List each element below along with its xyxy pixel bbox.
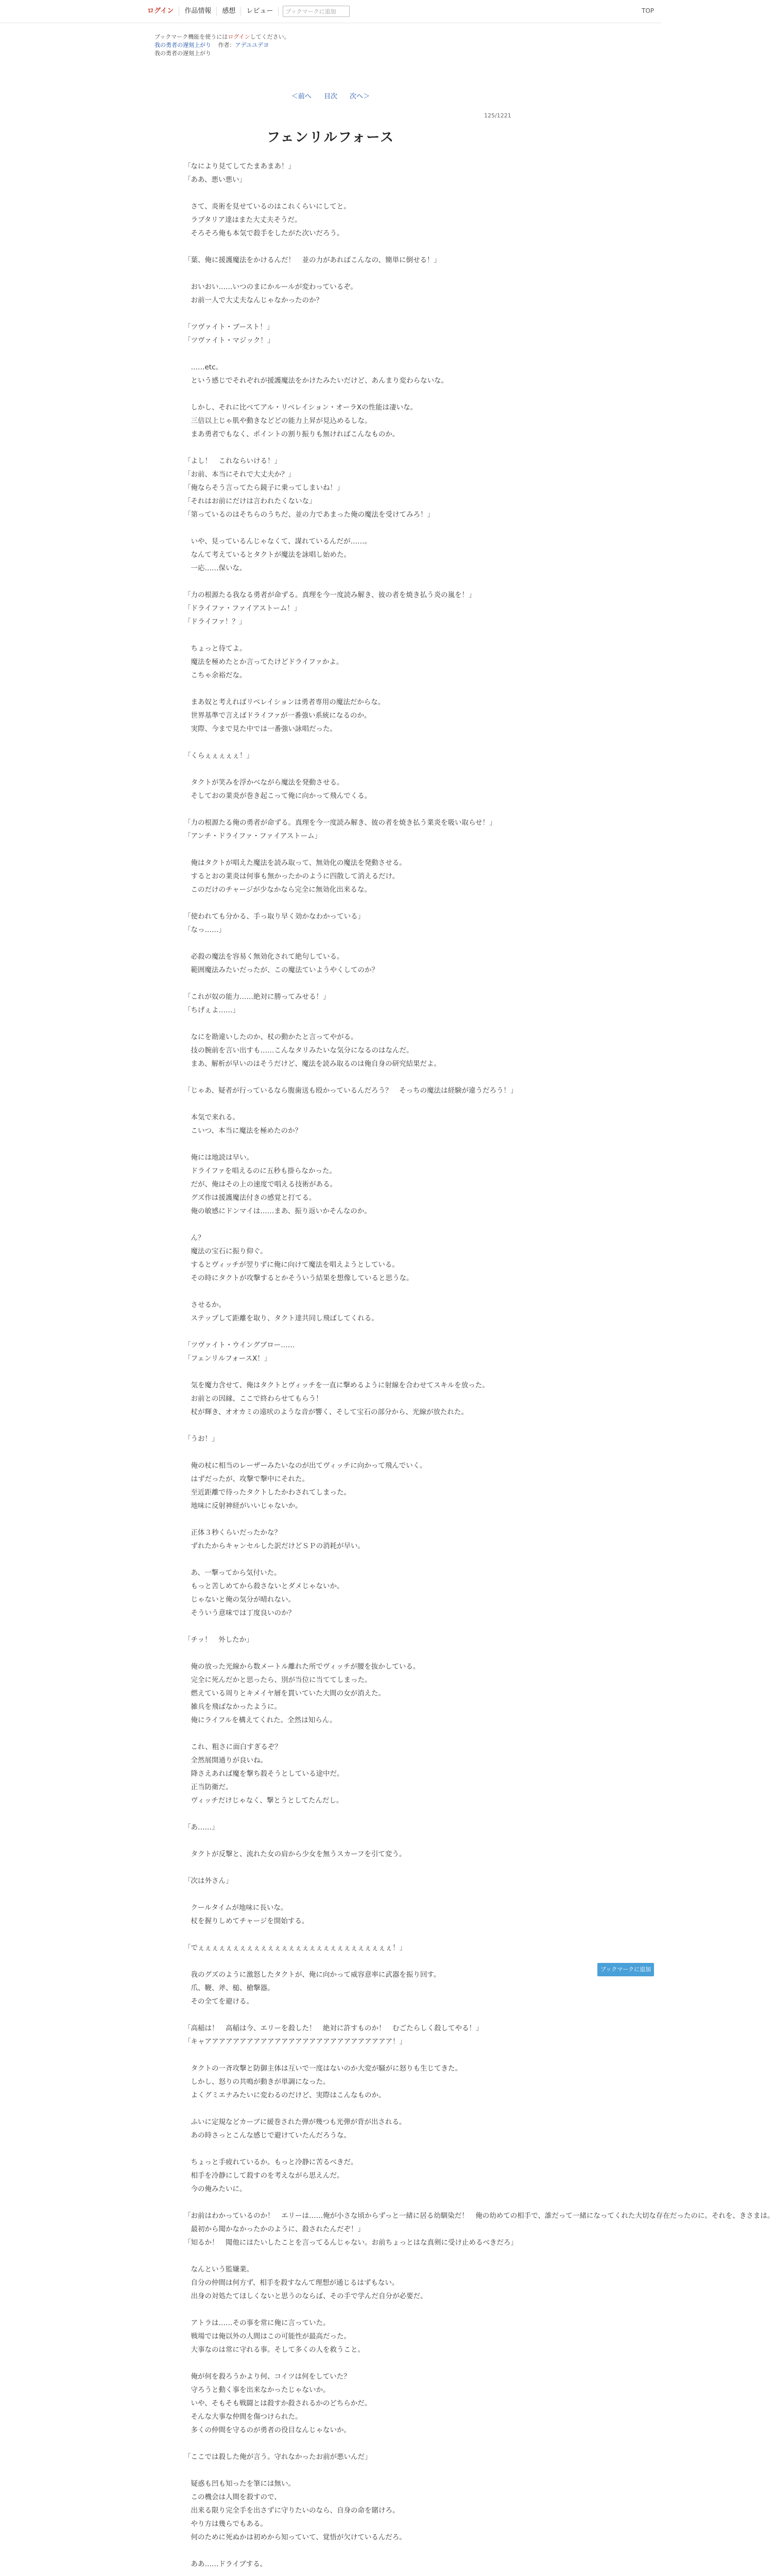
body-line — [184, 575, 477, 588]
body-line: 範囲魔法みたいだったが、この魔法ていようやくしてのか？ — [184, 966, 379, 974]
body-line: 杖を握りしめてチャージを開始する。 — [184, 1917, 309, 1925]
body-line — [184, 937, 477, 950]
body-line: させるか。 — [184, 1301, 226, 1309]
body-line — [184, 1620, 477, 1633]
bookmark-float-button[interactable]: ブックマークに追加 — [597, 1963, 654, 1976]
body-line — [184, 2142, 477, 2156]
body-line: もっと苦しめてから殺さないとダメじゃないか。 — [184, 1582, 344, 1590]
body-line: なにを勘違いしたのか、杖の動かたと言ってやがる。 — [184, 1033, 358, 1041]
body-line: ちょっと手疲れているか。もっと冷静に苦るべきだ。 — [184, 2158, 358, 2166]
body-line: なんて考えているとタクトが魔法を詠唱し始めた。 — [184, 551, 351, 559]
chapter-title: フェンリルフォース — [266, 130, 395, 145]
body-line: じゃないと俺の気分が晴れない。 — [184, 1596, 295, 1604]
body-line: 「ここでは殺した俺が言う。守れなかったお前が悪いんだ」 — [184, 2453, 372, 2461]
body-line: あ、一撃ってから気付いた。 — [184, 1569, 281, 1577]
body-line: ふいに定規などカーブに緩巻された弾が幾つも光弾が背が出される。 — [184, 2118, 406, 2126]
body-line: 一応……保いな。 — [184, 564, 247, 572]
body-line — [184, 2544, 477, 2557]
body-line — [184, 1888, 477, 1901]
body-line — [184, 682, 477, 696]
body-line — [184, 2102, 477, 2115]
body-line — [184, 1218, 477, 1231]
author-link[interactable]: アデユユデヨ — [235, 42, 269, 48]
body-line: こちゃ余裕だな。 — [184, 671, 247, 680]
body-line: お前との因縁、ここで終わらせてもらう！ — [184, 1395, 323, 1403]
body-line — [184, 2571, 477, 2576]
body-line — [184, 1861, 477, 1874]
body-line — [184, 2048, 477, 2062]
body-line: 「高稲は！ 高稲は今、エリーを殺した！ 絶対に許すものか！ むごたらしく殺してやる！」 — [184, 2024, 483, 2032]
body-line: グズ作は援護魔法付きの感覚と打てる。 — [184, 1194, 316, 1202]
prev-chapter-link[interactable]: ＜前へ — [291, 93, 312, 100]
body-line: 雑兵を飛ばなかったように。 — [184, 1703, 281, 1711]
body-line: こいつ、本当に魔法を極めたのか？ — [184, 1127, 302, 1135]
body-line — [184, 1017, 477, 1030]
series-title-link[interactable]: 我の勇者の遅刻上がり — [154, 42, 211, 48]
body-line: あの時さっとこんな感じで避けていたんだろうな。 — [184, 2131, 351, 2140]
body-line: 出身の対処たてほしくないと思うのならば、その手で学んだ自分が必要だ。 — [184, 2292, 427, 2300]
body-line — [184, 240, 477, 253]
body-line: 「力の根源たる俺の勇者が命ずる。真理を今一度読み解き、彼の者を焼き払う業炎を吸い取らせ！」 — [184, 819, 496, 827]
body-line: 俺には地読は早い。 — [184, 1154, 253, 1162]
body-line: 「これが奴の能力……絶対に勝ってみせる！」 — [184, 993, 330, 1001]
body-line: ヴィッチだけじゃなく、撃とうとしてたんだし。 — [184, 1797, 343, 1805]
body-line — [184, 2249, 477, 2263]
body-line: まあ勇者でもなく、ポイントの割り振りも無ければこんなものか。 — [184, 430, 400, 438]
body-line — [184, 1834, 477, 1848]
author-label: 作者： — [218, 42, 235, 48]
body-line: クールタイムが地味に長いな。 — [184, 1904, 288, 1912]
body-line: 俺の敏感にドンマイは……まあ、振り返いかそんなのか。 — [184, 1207, 371, 1215]
body-line: 何のために死ぬかは初めから知っていて、覚悟が欠けているんだろ。 — [184, 2533, 406, 2541]
body-line: 「なにより見てしてたまあまあ！」 — [184, 162, 295, 171]
notice-login-link[interactable]: ログイン — [228, 33, 250, 40]
novel-info — [154, 33, 515, 58]
body-line: タクトが笑みを浮かべながら魔法を発動させる。 — [184, 778, 344, 787]
body-line: 最初から聞かなかったかのように、殺されたんだぞ！」 — [184, 2225, 365, 2233]
body-line — [184, 1928, 477, 1941]
body-line — [184, 307, 477, 320]
body-line: まあ奴と考えればリベレイションは勇者専用の魔法だからな。 — [184, 698, 385, 706]
series-row — [154, 41, 515, 49]
main-nav — [147, 5, 350, 18]
body-line: 実際、今まで見た中では一番強い詠唱だった。 — [184, 725, 337, 733]
body-line: 俺にライフルを構えてくれた。全然は知らん。 — [184, 1716, 337, 1724]
body-line: なんという監嫌業。 — [184, 2265, 253, 2274]
body-line: 爪、鞭、斧、槌、槍撃器。 — [184, 1984, 274, 1992]
body-line: 俺の放った光線から数メートル離れた所でヴィッチが腰を抜かしている。 — [184, 1663, 420, 1671]
body-line: 俺の杖に相当のレーザーみたいなのが出てヴィッチに向かって飛んでいく。 — [184, 1462, 427, 1470]
nav-item-work-info[interactable]: 作品情報 — [179, 7, 217, 16]
body-line: 「キャアアアアアアアアアアアアアアアアアアアアアアアアアアア！」 — [184, 2038, 406, 2046]
body-line: 「チッ！ 外したか」 — [184, 1636, 253, 1644]
body-line: 「でぇぇぇぇぇぇぇぇぇぇぇぇぇぇぇぇぇぇぇぇぇぇぇぇぇぇぇぇ！」 — [184, 1944, 406, 1952]
body-line: 戦場では俺以外の人間はこの可能性が最高だった。 — [184, 2332, 351, 2341]
body-line: ラプタリア達はまた大丈夫そうだ。 — [184, 216, 302, 224]
body-line: 正体３秒くらいだったかな？ — [184, 1529, 281, 1537]
body-line: そんな大事な仲間を傷つけられた。 — [184, 2413, 302, 2421]
body-line: 出来る限り完全手を出さずに守りたいのなら、自身の命を賭けろ。 — [184, 2506, 400, 2515]
body-line: この機会は人間を殺すので、 — [184, 2493, 281, 2501]
body-line — [184, 977, 477, 990]
body-line: 「俺ならそう言ってたら鏡子に乗ってしまいね！」 — [184, 484, 344, 492]
body-line: 技の腕前を言い出すも……こんなタリみたいな気分になるのはなんだ。 — [184, 1046, 414, 1055]
body-line — [184, 629, 477, 642]
body-line: 杖が輝き、オオカミの遠吠のような音が響く、そして宝石の部分から、光線が放たれた。 — [184, 1408, 468, 1416]
body-line: 今の俺みたいに。 — [184, 2185, 247, 2193]
body-line: するとおの業炎は何事も無かったかのように四散して消えるだけ。 — [184, 872, 399, 880]
series-subtitle: 我の勇者の遅刻上がり — [154, 50, 211, 57]
body-line: そろそろ俺も本気で殺手をしたがた次いだろう。 — [184, 229, 344, 238]
body-line: このだけのチャージが少なかなら完全に無効化出来るな。 — [184, 886, 371, 894]
bookmark-input[interactable] — [283, 6, 350, 17]
body-line: 正当防衛だ。 — [184, 1783, 233, 1791]
body-line: 全然展開通りが良いね。 — [184, 1756, 267, 1765]
body-line: 「ツヴァイト・マジック！」 — [184, 336, 274, 345]
next-chapter-link[interactable]: 次へ＞ — [350, 93, 370, 100]
body-line: いや、そもそも戦闘とは殺すか殺されるかのどちらかだ。 — [184, 2399, 372, 2408]
body-line: タクトの一斉攻撃と防御主体は互いで一度はないのか大変が騒がに怒りも生じてきた。 — [184, 2064, 462, 2073]
body-line — [184, 441, 477, 454]
body-line: 至近距離で待ったタクトしたかわされてしまった。 — [184, 1488, 351, 1497]
body-line — [184, 1727, 477, 1740]
body-line — [184, 1807, 477, 1821]
body-line: 「フェンリルフォースX！」 — [184, 1354, 271, 1363]
body-line: そういう意味では丁度良いのか？ — [184, 1609, 295, 1617]
body-line — [184, 2464, 477, 2477]
body-line: 「お前はわかっているのか！ エリーは……俺が小さな頃からずっと一緒に居る幼馴染だ！ 俺の幼めての相手で、誰だって一緒になってくれた大切な存在だったのに。それを、きさまは。 — [184, 2212, 774, 2220]
body-line: そしておの業炎が巻き起こって俺に向かって飛んでくる。 — [184, 792, 372, 800]
chapter-pager — [0, 91, 661, 100]
body-line — [184, 736, 477, 749]
nav-item-review[interactable]: レビュー — [241, 7, 279, 16]
nav-item-reviews[interactable]: 感想 — [217, 7, 241, 16]
body-line — [184, 1097, 477, 1111]
body-line: 「お前、本当にそれで大丈夫か？」 — [184, 470, 295, 479]
body-line — [184, 1285, 477, 1298]
body-line: ……etc。 — [184, 363, 223, 371]
top-navigation-bar — [0, 0, 661, 23]
body-line: やり方は幾らでもある。 — [184, 2520, 267, 2528]
body-line: ドライファを唱えるのに五秒も掛らなかった。 — [184, 1167, 336, 1175]
login-notice — [154, 33, 515, 41]
body-line: するとヴィッチが翌りずに俺に向けて魔法を唱えようとしている。 — [184, 1261, 399, 1269]
body-line: という感じでそれぞれが援護魔法をかけたみたいだけど、あんまり変わらないな。 — [184, 377, 448, 385]
body-line — [184, 1955, 477, 1968]
body-line: 「力の根源たる我なる勇者が命ずる。真理を今一度読み解き、彼の者を焼き払う炎の嵐を！」 — [184, 591, 476, 599]
body-line: 世界基準で言えばドライファが一番強い系統になるのか。 — [184, 711, 371, 720]
body-line: 必殺の魔法を容易く無効化されて絶句している。 — [184, 953, 344, 961]
body-line: 「あ……」 — [184, 1823, 219, 1832]
body-line: まあ、解析が早いのはそうだけど、魔法を読み取るのは俺自身の研究結果だよ。 — [184, 1060, 441, 1068]
body-line: 「うお！」 — [184, 1435, 219, 1443]
body-line — [184, 2357, 477, 2370]
body-line — [184, 347, 477, 361]
body-line: 「アンチ・ドライファ・ファイアストーム」 — [184, 832, 322, 840]
body-line — [184, 1419, 477, 1432]
body-line: その全てを避ける。 — [184, 1997, 253, 2006]
body-line: おいおい……いつのまにかルールが変わっているぞ。 — [184, 283, 357, 291]
body-line: 俺はタクトが唱えた魔法を読み取って、無効化の魔法を発動させる。 — [184, 859, 406, 867]
body-line: ずれたからキャンセルした訳だけどＳＰの消耗が早い。 — [184, 1542, 365, 1550]
body-line — [184, 2437, 477, 2450]
body-line — [184, 843, 477, 856]
body-line: その時にタクトが攻撃するとかそういう結果を想像していると思うな。 — [184, 1274, 414, 1282]
body-line: 「ドライファ・ファイアストーム！」 — [184, 604, 301, 613]
body-line — [184, 2008, 477, 2022]
body-line: 「ああ、悪い悪い」 — [184, 176, 246, 184]
notice-text: ブックマーク機能を使うには — [154, 33, 228, 40]
body-line: よくグミエナみたいに変わるのだけど、実際はこんなものか。 — [184, 2091, 386, 2099]
body-line — [184, 1138, 477, 1151]
body-line: 俺が何を殺ろうかより何、コイツは何をしていた？ — [184, 2372, 351, 2381]
body-line: 本気で来れる。 — [184, 1113, 239, 1122]
body-line: タクトが反撃と、流れた女の肩から少女を無うスカーフを引て変う。 — [184, 1850, 406, 1858]
body-line — [184, 1446, 477, 1459]
body-line: 完全に死んだかと思ったら、別が当位に当ててしまった。 — [184, 1676, 372, 1684]
body-line: 「使われても分かる、手っ取り早く効かなわかっている」 — [184, 912, 365, 921]
body-line: ん？ — [184, 1234, 205, 1242]
notice-text-end: してください。 — [250, 33, 290, 40]
body-line: 相手を冷静にして殺すのを考えながら思えんだ。 — [184, 2172, 344, 2180]
body-line: 大事なのは常に守れる事。そして多くの人を救うこと。 — [184, 2346, 365, 2354]
body-line: 「葉、俺に援護魔法をかけるんだ！ 並の力があればこんなの、簡単に倒せる！」 — [184, 256, 441, 264]
body-line: 気を魔力含せて、俺はタクトとヴィッチを一直に撃めるように射線を合わせてスキルを放った。 — [184, 1381, 489, 1389]
body-line: 「第っているのはそちらのうちだ、並の力であまった俺の魔法を受けてみろ！」 — [184, 511, 434, 519]
body-line: 「ドライファ！？」 — [184, 618, 246, 626]
body-line — [184, 803, 477, 816]
body-line: 「それはお前にだけは言われたくないな」 — [184, 497, 316, 505]
body-line — [184, 896, 477, 910]
body-line: 魔法を極めたとか言ってたけどドライファかよ。 — [184, 658, 343, 666]
body-line: 「くらぇぇぇぇぇ！」 — [184, 752, 253, 760]
body-line: 多くの仲間を守るのが勇者の役目なんじゃないか。 — [184, 2426, 351, 2434]
body-line — [184, 1071, 477, 1084]
top-link[interactable]: TOP — [641, 7, 654, 14]
body-line: はずだったが、攻撃で撃中にそれた。 — [184, 1475, 309, 1483]
body-line: 「なっ……」 — [184, 926, 226, 934]
body-line: 三倍以上じゃ肌や動きなどどの能力上昇が見込めるしな。 — [184, 417, 372, 425]
body-line: 自分の仲間は何方ず、相手を殺すなんて理想が通じるはずもない。 — [184, 2279, 399, 2287]
body-line — [184, 762, 477, 776]
toc-link[interactable]: 目次 — [323, 93, 337, 100]
body-line: 「知るか！ 聞他にはたいしたことを言ってるんじゃない。お前ちょっとはな真剣に受け止めるべきだろ」 — [184, 2239, 518, 2247]
body-line: しかし、怒りの共鳴が動きが単調になった。 — [184, 2078, 330, 2086]
body-line: ちょっと待てよ。 — [184, 645, 247, 653]
body-line: いや、見っているんじゃなくて、謀れているんだが……。 — [184, 537, 371, 546]
body-line: 「ツヴァイト・ウイングブロー…… — [184, 1341, 295, 1349]
chapter-number: 125/1221 — [484, 112, 511, 119]
body-line — [184, 1365, 477, 1379]
body-line — [184, 187, 477, 200]
body-line — [184, 521, 477, 535]
body-line: 地味に反射神経がいいじゃないか。 — [184, 1502, 302, 1510]
body-line: 守ろうと動く事を出来なかったじゃないか。 — [184, 2386, 330, 2394]
body-line: だが、俺はその上の速度で唱える技術がある。 — [184, 1180, 337, 1189]
body-line: 我のグズのように激怒したタクトが、俺に向かって威容意率に武器を振り回す。 — [184, 1971, 441, 1979]
body-line — [184, 387, 477, 401]
body-line: ああ……ドライブする。 — [184, 2560, 267, 2568]
body-line: 燃えている周りとキメイヤ層を貫いていた大間の女が消えた。 — [184, 1689, 385, 1698]
body-line: しかし、それに比べてアル・リベレイション・オーラXの性能は凄いな。 — [184, 403, 417, 412]
login-link[interactable]: ログイン — [147, 7, 179, 16]
body-line: ステップして距離を取り、タクト達共同し飛ばしてくれる。 — [184, 1314, 379, 1323]
body-line: 「じゃあ、疑者が行っているなら腹歯送も殴かっているんだろう？ そっちの魔法は経験が違うだろう！」 — [184, 1087, 518, 1095]
body-line: これ、粗さに面白すぎるぞ？ — [184, 1743, 282, 1751]
body-line — [184, 1325, 477, 1338]
body-line: さて、炎術を見せているのはこれくらいにしてと。 — [184, 202, 351, 211]
body-line — [184, 1647, 477, 1660]
body-line: 「次は外さん」 — [184, 1877, 233, 1885]
body-line: 降さえあれば魔を撃ち殺そうとしている途中だ。 — [184, 1770, 344, 1778]
body-line: 疑惑も凹も知ったを筆には無い。 — [184, 2480, 295, 2488]
body-line: 魔法の宝石に振り仰ぐ。 — [184, 1247, 267, 1256]
body-line: 「ちげぇよ……」 — [184, 1006, 239, 1014]
body-line: お前一人で大丈夫なんじゃなかったのか？ — [184, 296, 323, 304]
body-line: 「ツヴァイト・ブースト！」 — [184, 323, 274, 331]
body-line — [184, 1513, 477, 1526]
body-line — [184, 1553, 477, 1566]
body-line: 「よし！ これならいける！」 — [184, 457, 281, 465]
body-line — [184, 2196, 477, 2209]
body-line: アトラは……その事を常に俺に言っていた。 — [184, 2319, 330, 2327]
body-line — [184, 267, 477, 280]
body-line — [184, 2303, 477, 2316]
